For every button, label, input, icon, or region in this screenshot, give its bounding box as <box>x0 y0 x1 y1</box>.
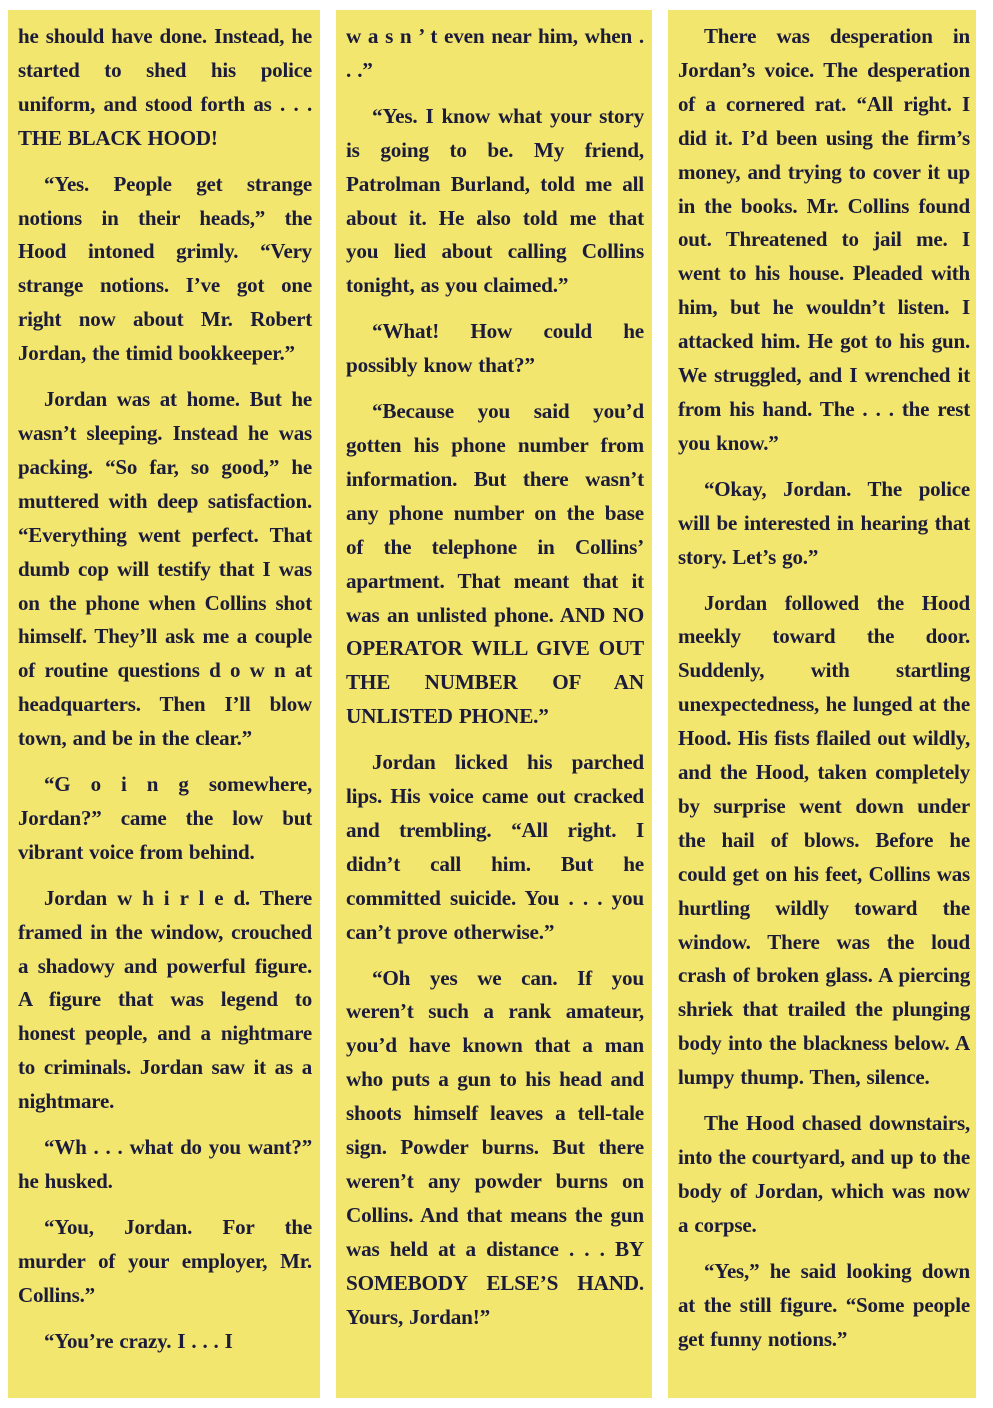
paragraph: “Wh . . . what do you want?” he husked. <box>18 1135 312 1193</box>
text-column-3 <box>668 10 976 1398</box>
paragraph: he should have done. Instead, he started to shed his police uniform, and stood forth as . . . THE BLACK HOOD! <box>18 24 312 150</box>
paragraph: Jordan was at home. But he wasn’t sleeping. Instead he was packing. “So far, so good,” he muttered with deep satisfaction. “Everything went perfect. That dumb cop will testify that I was on the phone when Collins shot himself. They’ll ask me a couple of routine questions d o w n at headquarters. Then I’ll blow town, and be in the clear.” <box>18 387 312 751</box>
text-column-1 <box>8 10 320 1398</box>
paragraph: There was desperation in Jordan’s voice. The desperation of a cornered rat. “All right. I did it. I’d been using the firm’s money, and trying to cover it up in the books. Mr. Collins found out. Threatened to jail me. I went to his house. Pleaded with him, but he wouldn’t listen. I attacked him. He got to his gun. We struggled, and I wrenched it from his hand. The . . . the rest you know.” <box>678 24 970 455</box>
paragraph: “Okay, Jordan. The police will be interested in hearing that story. Let’s go.” <box>678 476 970 569</box>
paragraph: “You’re crazy. I . . . I <box>44 1328 233 1353</box>
paragraph: “G o i n g somewhere, Jordan?” came the low but vibrant voice from behind. <box>18 772 312 864</box>
paragraph: “You, Jordan. For the murder of your employer, Mr. Collins.” <box>18 1214 312 1307</box>
paragraph: Jordan w h i r l e d. There framed in the window, crouched a shadowy and powerful figure. A figure that was legend to honest people, and a nightmare to criminals. Jordan saw it as a nightmare. <box>18 885 312 1114</box>
paragraph: “Oh yes we can. If you weren’t such a rank amateur, you’d have known that a man who puts a gun to his head and shoots himself leaves a tell-tale sign. Powder burns. But there weren’t any powder burns on Collins. And that means the gun was held at a distance . . . BY SOMEBODY ELSE’S HAND. Yours, Jordan!” <box>346 965 644 1329</box>
paragraph: Jordan licked his parched lips. His voice came out cracked and trembling. “All right. I didn’t call him. But he committed suicide. You . . . you can’t prove otherwise.” <box>346 750 644 944</box>
paragraph: “Because you said you’d gotten his phone number from information. But there wasn’t any phone number on the base of the telephone in Collins’ apartment. That meant that it was an unlisted phone. AND NO OPERATOR WILL GIVE OUT THE NUMBER OF AN UNLISTED PHONE.” <box>346 399 644 729</box>
text-column-2 <box>336 10 652 1398</box>
paragraph: The Hood chased downstairs, into the courtyard, and up to the body of Jordan, which was now a corpse. <box>678 1111 970 1237</box>
paragraph: “Yes. I know what your story is going to be. My friend, Patrolman Burland, told me all about it. He also told me that you lied about calling Collins tonight, as you claimed.” <box>346 103 644 298</box>
paragraph: “Yes. People get strange notions in their heads,” the Hood intoned grimly. “Very strange notions. I’ve got one right now about Mr. Robert Jordan, the timid bookkeeper.” <box>18 171 312 366</box>
paragraph: Jordan followed the Hood meekly toward the door. Suddenly, with startling unexpectedness, he lunged at the Hood. His fists flailed out wildly, and the Hood, taken completely by surprise went down under the hail of blows. Before he could get on his feet, Collins was hurtling wildly toward the window. There was the loud crash of broken glass. A piercing shriek that trailed the plunging body into the blackness below. A lumpy thump. Then, silence. <box>678 590 970 1090</box>
paragraph: w a s n ’ t even near him, when . . .” <box>346 24 644 82</box>
paragraph: “Yes,” he said looking down at the still figure. “Some people get funny notions.” <box>678 1258 970 1351</box>
paragraph: “What! How could he possibly know that?” <box>346 319 644 378</box>
